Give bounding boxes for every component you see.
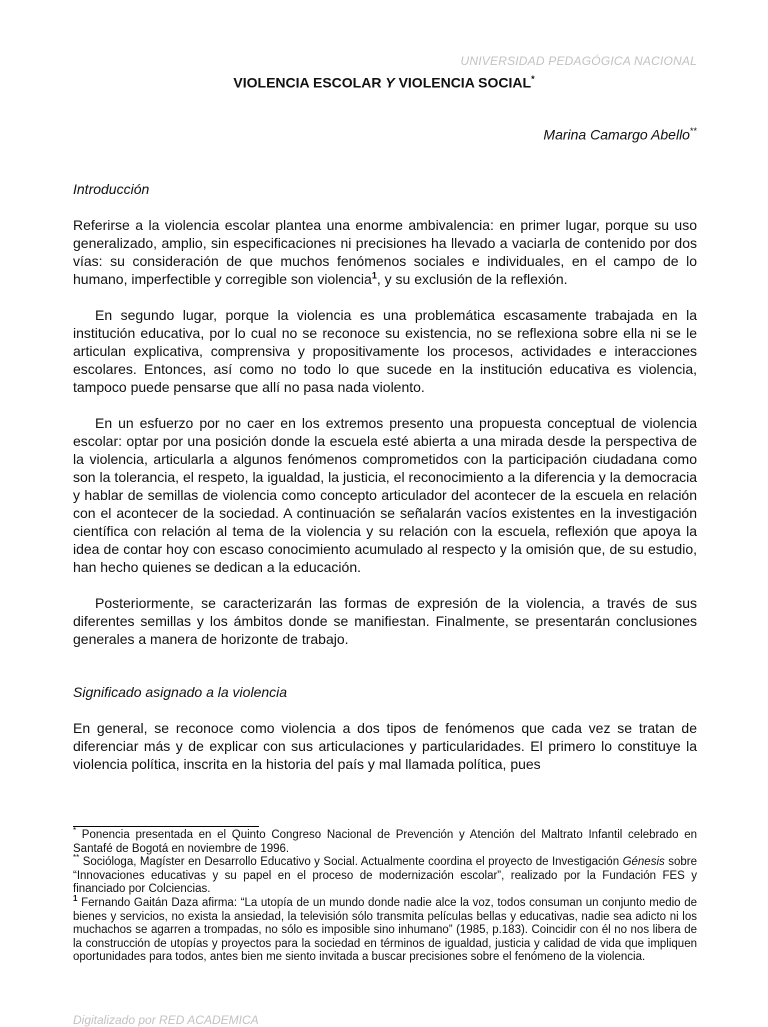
paragraph-intro-3: En un esfuerzo por no caer en los extremos presento una propuesta conceptual de violencia escolar: optar por una posición donde la escuela esté abierta a una mirada desde la perspectiva de la violencia, articularla a algunos fenómenos comprometidos con la participación ciudadana como son la tolerancia, el respeto, la igualdad, la justicia, el reconocimiento a la diferencia y la democracia y hablar de semillas de violencia como concepto articulador del acontecer de la escuela en relación con el acontecer de la sociedad. A continuación se señalarán vacíos existentes en la investigación científica con relación al tema de la violencia y su relación con la escuela, reflexión que apoya la idea de contar hoy con escaso conocimiento acumulado al respecto y la omisión que, de su estudio, han hecho quienes se dedican a la educación. [73, 415, 697, 575]
footnote-1-mark: * [73, 826, 77, 836]
section-title-introduction: Introducción [73, 181, 150, 197]
footnotes [73, 826, 697, 965]
section-gap [73, 666, 697, 683]
title-part-3: VIOLENCIA SOCIAL [394, 74, 532, 91]
footnote-ref-1: 1 [371, 270, 377, 281]
author-name: Marina Camargo Abello [543, 126, 690, 143]
footnote-3 [73, 894, 697, 965]
document-title [0, 74, 768, 91]
paragraph-intro-2: En segundo lugar, porque la violencia es una problemática escasamente trabajada en la institución educativa, por lo cual no se reconoce su existencia, no se reflexiona sobre ella ni se le articulan explicativa, comprensiva y propositivamente los procesos, actividades e interacciones escolares. Entonces, así como no todo lo que sucede en la institución educativa es violencia, tampoco puede pensarse que allí no pasa nada violento. [73, 307, 697, 395]
footnote-2-text-b: sobre “Innovaciones educativas y su papel en el proceso de modernización escolar”, realizado por la Fundación FES y financiado por Colciencias. [73, 856, 697, 896]
footnote-2-mark: ** [73, 853, 80, 863]
title-part-1: VIOLENCIA ESCOLAR [233, 74, 386, 91]
footnote-2-project-name: Génesis [622, 856, 665, 869]
footnote-2-text-a: Socióloga, Magíster en Desarrollo Educativo y Social. Actualmente coordina el proyecto de Investigación [79, 856, 623, 869]
paragraph-intro-1-text-a: Referirse a la violencia escolar plantea una enorme ambivalencia: en primer lugar, porque su uso generalizado, amplio, sin especificaciones ni precisiones ha llevado a vaciarla de contenido por dos vías: su consideración de que muchos fenómenos sociales e individuales, en el campo de lo humano, imperfectible y corregible son violencia [73, 217, 697, 287]
section-title-meaning: Significado asignado a la violencia [73, 684, 288, 700]
paragraph-intro-4: Posteriormente, se caracterizarán las formas de expresión de la violencia, a través de sus diferentes semillas y los ámbitos donde se manifiestan. Finalmente, se presentarán conclusiones generales a manera de horizonte de trabajo. [73, 595, 697, 647]
institution-header: UNIVERSIDAD PEDAGÓGICA NACIONAL [460, 54, 697, 68]
author-line [543, 126, 697, 143]
footnote-1-text: Ponencia presentada en el Quinto Congreso Nacional de Prevención y Atención del Maltrato Infantil celebrado en Santafé de Bogotá en noviembre de 1996. [73, 829, 697, 855]
author-footnote-mark: ** [689, 126, 697, 136]
footnote-3-mark: 1 [73, 894, 78, 904]
paragraph-intro-1 [73, 216, 697, 288]
footnote-divider [73, 826, 259, 827]
title-part-2: Y [385, 74, 395, 91]
footnote-3-text: Fernando Gaitán Daza afirma: “La utopía de un mundo donde nadie alce la voz, todos consuman un conjunto medio de bienes y servicios, no exista la ansiedad, la televisión sólo transmita películas bellas y educativas, nadie sea adicto ni los muchachos se agarren a trompadas, no sólo es imposible sino inhumano” (1985, p.183). Coincidir con él no nos libera de la construcción de utopías y proyectos para la sociedad en términos de igualdad, justicia y calidad de vida que impliquen oportunidades para todos, antes bien me siento invitada a buscar precisiones sobre el fenómeno de la violencia. [73, 896, 697, 964]
footnote-2 [73, 853, 697, 897]
paragraph-meaning-1: En general, se reconoce como violencia a dos tipos de fenómenos que cada vez se tratan de diferenciar más y de explicar con sus articulaciones y particularidades. El primero lo constituye la violencia política, inscrita en la historia del país y mal llamada política, pues [73, 720, 697, 772]
title-footnote-mark: * [531, 74, 535, 84]
document-body [73, 180, 697, 791]
paragraph-intro-1-text-b: , y su exclusión de la reflexión. [376, 271, 568, 287]
footnote-1 [73, 826, 697, 856]
digitization-footer: Digitalizado por RED ACADEMICA [73, 1013, 259, 1027]
